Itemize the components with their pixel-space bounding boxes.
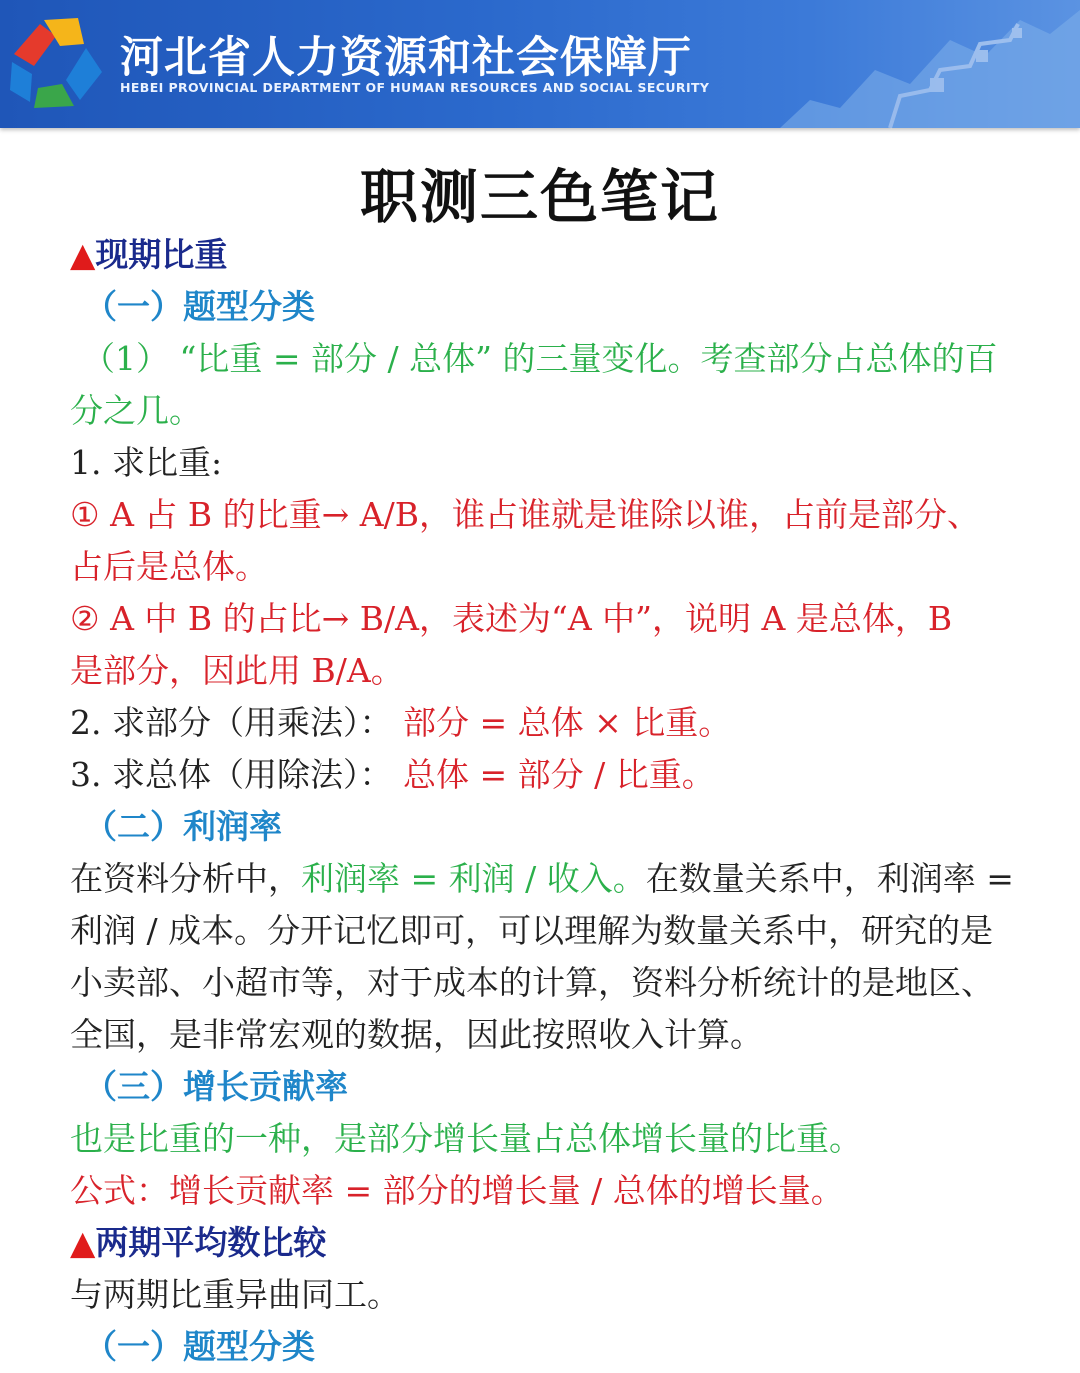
formula-total: 总体 = 部分 / 比重。 [402,755,715,794]
rule-a-share-of-b-line-2: 占后是总体。 [70,547,268,586]
header-banner [0,0,1080,128]
item-find-total: 3. 求总体（用除法）： 总体 = 部分 / 比重。 [70,755,715,794]
rule-b-in-a-line-1: ② A 中 B 的占比→ B/A，表述为“A 中”，说明 A 是总体，B [70,599,953,638]
section-heading-current-proportion: ▲现期比重 [70,235,228,274]
profit-rate-line-3: 小卖部、小超市等，对于成本的计算，资料分析统计的是地区、 [70,963,994,1002]
subheading-question-types: （一）题型分类 [84,287,315,326]
profit-rate-line-2: 利润 / 成本。分开记忆即可，可以理解为数量关系中，研究的是 [70,911,994,950]
profit-rate-line-4: 全国，是非常宏观的数据，因此按照收入计算。 [70,1015,763,1054]
growth-contribution-desc: 也是比重的一种，是部分增长量占总体增长量的比重。 [70,1119,862,1158]
intro-line-1: （1） “比重 = 部分 / 总体” 的三量变化。考查部分占总体的百 [82,339,998,378]
item-find-part: 2. 求部分（用乘法）： 部分 = 总体 × 比重。 [70,703,732,742]
rule-a-share-of-b-line-1: ① A 占 B 的比重→ A/B，谁占谁就是谁除以谁，占前是部分、 [70,495,980,534]
hebei-hrss-logo-icon [4,10,104,110]
item-find-proportion: 1. 求比重: [70,443,223,482]
average-comparison-desc: 与两期比重异曲同工。 [70,1275,400,1314]
intro-line-2: 分之几。 [70,391,202,430]
triangle-marker-icon: ▲ [70,235,96,274]
subheading-growth-contribution: （三）增长贡献率 [84,1067,348,1106]
section-heading-average-comparison: ▲两期平均数比较 [70,1223,327,1262]
org-name-cn: 河北省人力资源和社会保障厅 [120,33,692,83]
profit-rate-line-1: 在资料分析中，利润率 = 利润 / 收入。在数量关系中，利润率 = [70,859,1014,898]
org-name-en: HEBEI PROVINCIAL DEPARTMENT OF HUMAN RESOURCES AND SOCIAL SECURITY [120,80,710,95]
formula-part: 部分 = 总体 × 比重。 [402,703,732,742]
triangle-marker-icon: ▲ [70,1223,96,1262]
page-title: 职测三色笔记 [359,163,720,231]
rule-b-in-a-line-2: 是部分，因此用 B/A。 [70,651,404,690]
notes-body [70,229,1045,1366]
formula-profit-rate: 利润率 = 利润 / 收入。 [301,859,646,898]
next-subheading-partial: （一）题型分类 [84,1327,315,1366]
great-wall-watermark-icon [780,0,1080,128]
subheading-profit-rate: （二）利润率 [84,807,282,846]
growth-contribution-formula: 公式：增长贡献率 = 部分的增长量 / 总体的增长量。 [70,1171,844,1210]
